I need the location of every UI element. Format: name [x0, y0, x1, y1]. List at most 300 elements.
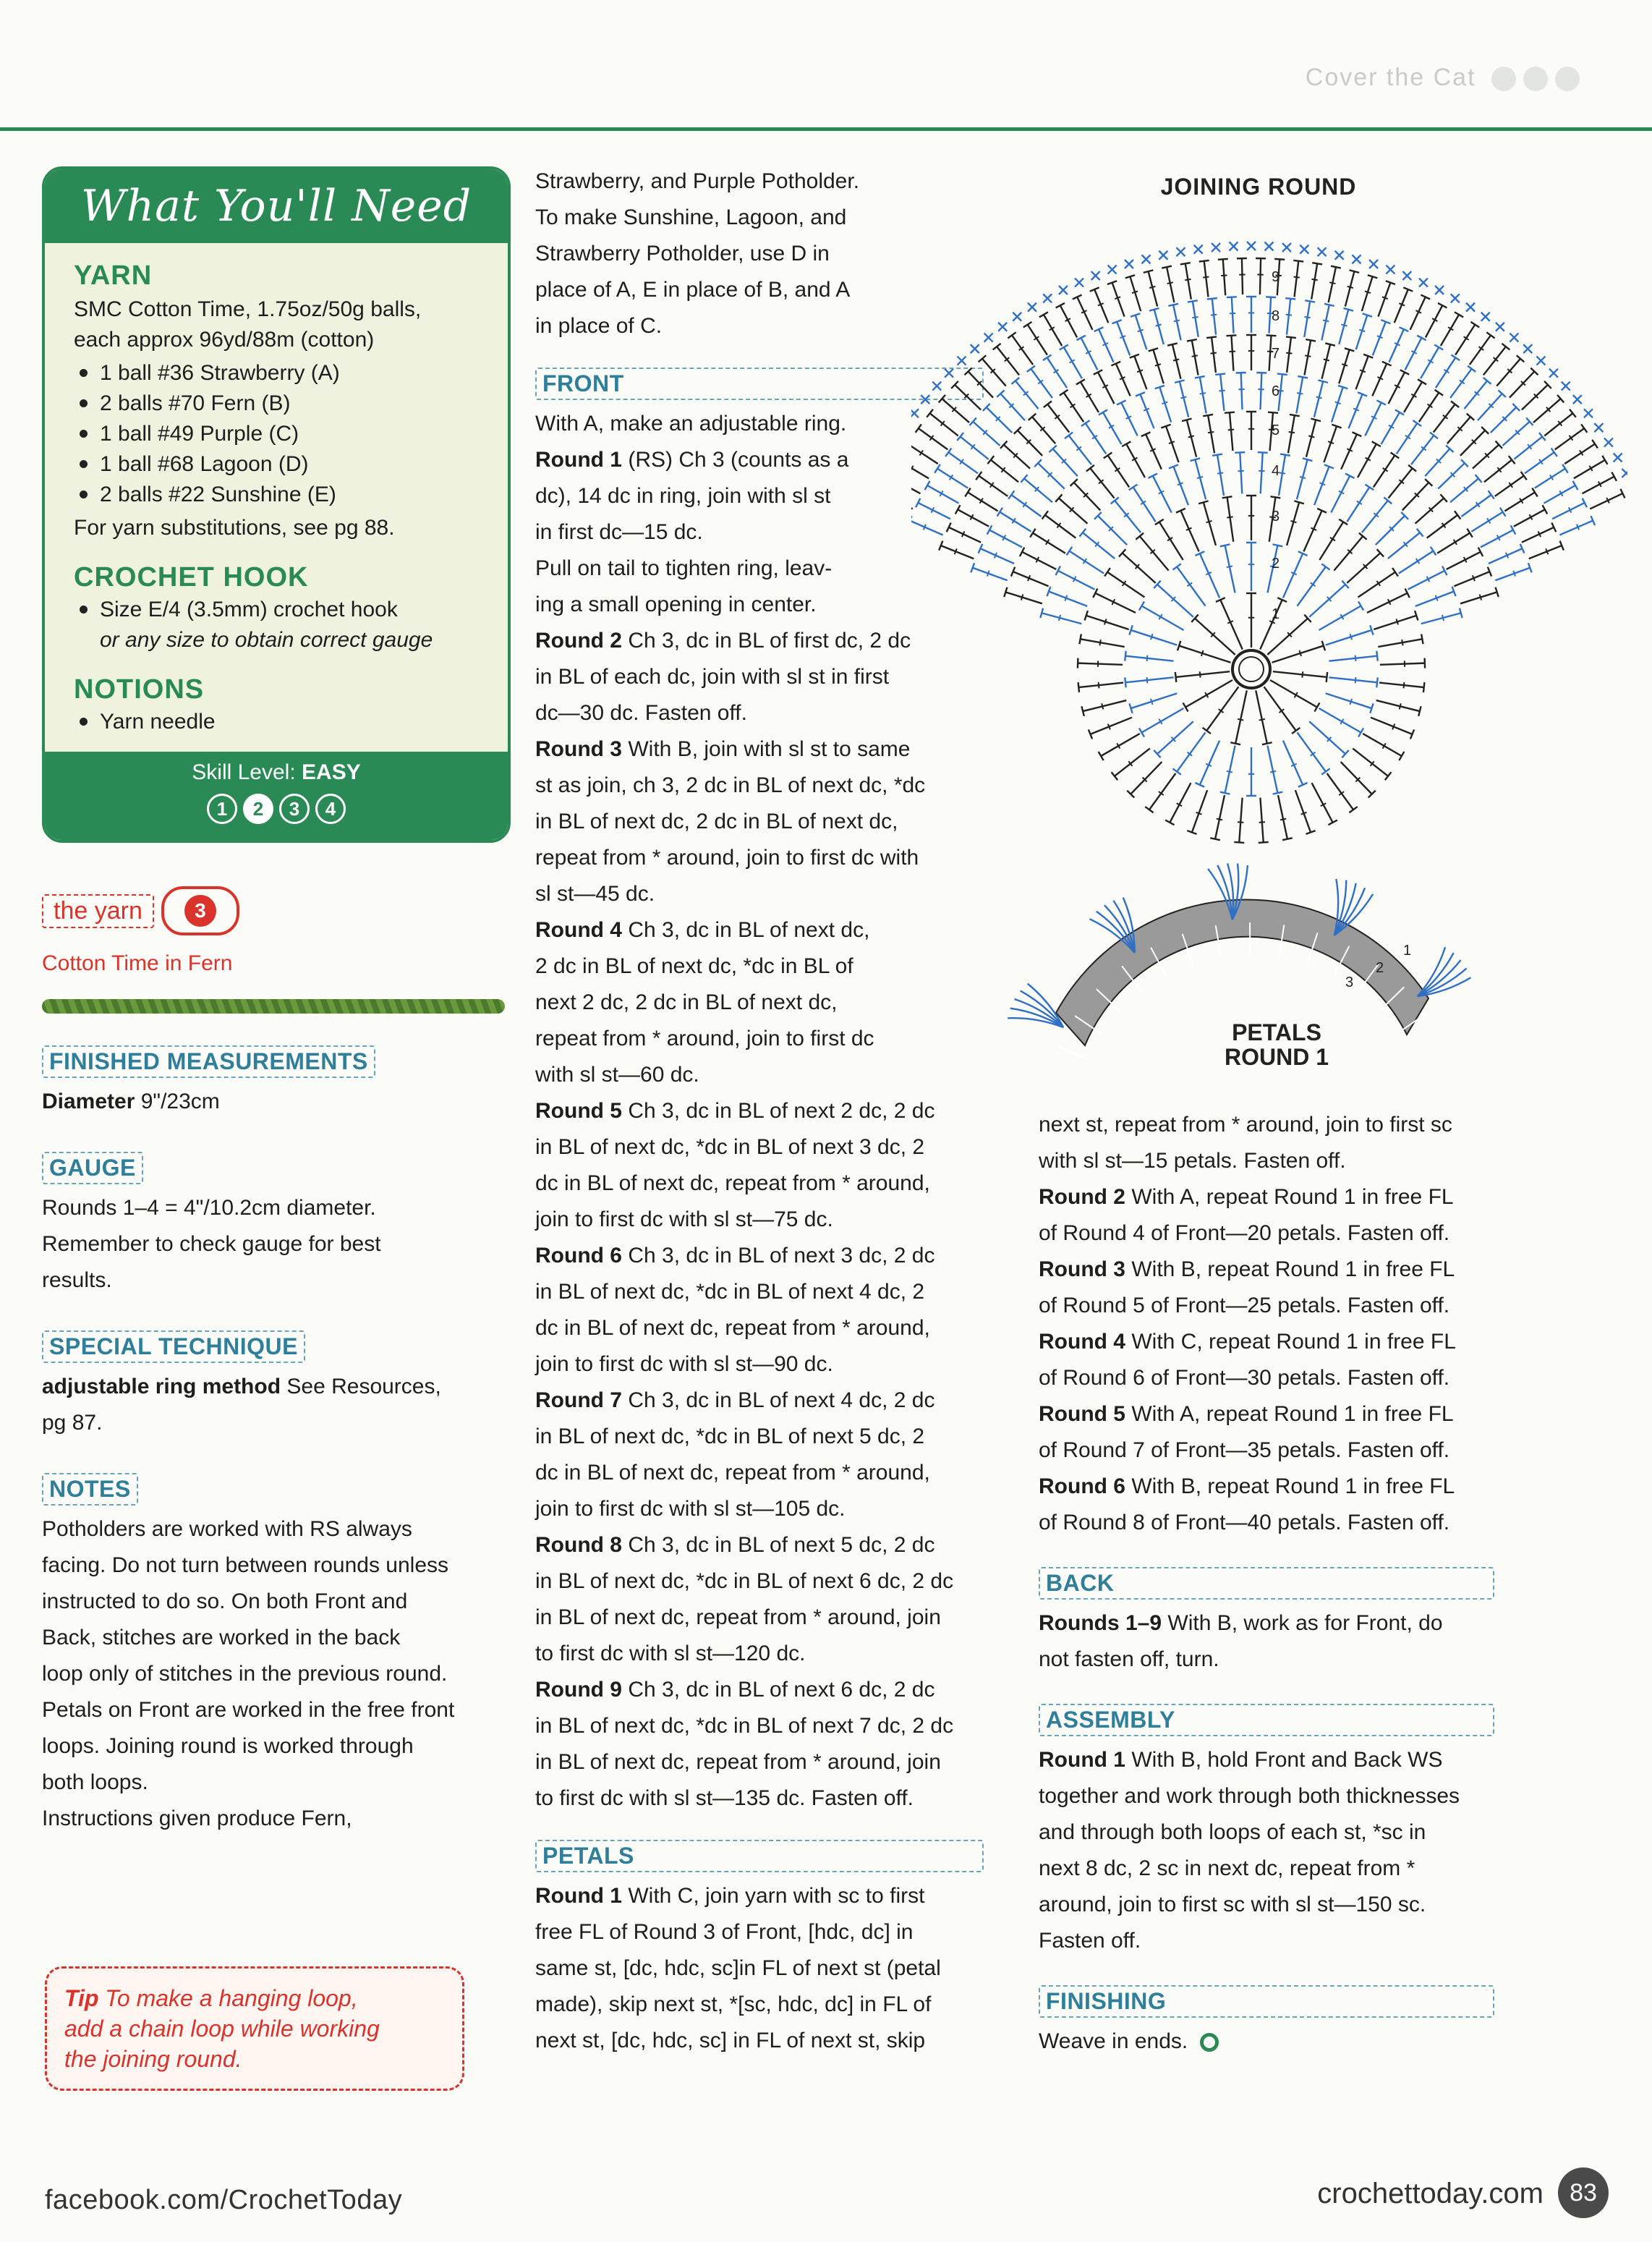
- single-crochet-x-mark: [1386, 266, 1395, 274]
- stitch-cap: [1282, 838, 1293, 840]
- yarn-item: 1 ball #36 Strawberry (A): [100, 358, 479, 388]
- round-text: join to first dc with sl st—105 dc.: [535, 1497, 846, 1521]
- stitch-bar: [1162, 402, 1167, 404]
- double-crochet-stitch: [973, 422, 1000, 446]
- stitch-cap: [1078, 682, 1079, 692]
- single-crochet-x-mark: [1622, 469, 1627, 477]
- special-technique-heading: [42, 1330, 305, 1363]
- stitch-bar: [1099, 640, 1100, 645]
- double-crochet-stitch: [1522, 385, 1548, 410]
- skill-label-text: Skill Level:: [192, 760, 296, 784]
- double-crochet-stitch: [1347, 487, 1369, 522]
- finishing-heading-text: FINISHING: [1046, 1988, 1167, 2014]
- stitch-cap: [1311, 419, 1321, 422]
- finished-heading-text: FINISHED MEASUREMENTS: [49, 1048, 368, 1074]
- double-crochet-stitch: [1173, 305, 1180, 340]
- stitch-bar: [1147, 655, 1148, 661]
- stitch-cap: [1318, 380, 1328, 382]
- double-crochet-stitch: [1450, 369, 1472, 398]
- single-crochet-x-mark: [1176, 247, 1185, 256]
- notes-line: loop only of stitches in the previous round.: [42, 1662, 448, 1686]
- double-crochet-stitch: [1388, 532, 1420, 559]
- stitch-bar: [1147, 677, 1148, 683]
- stitch-cap: [1099, 409, 1107, 415]
- stitch-bar: [1328, 441, 1334, 443]
- round-text: With A, repeat Round 1 in free FL: [1131, 1402, 1454, 1426]
- double-crochet-stitch: [1125, 656, 1174, 661]
- round-number-label: 1: [1272, 606, 1280, 622]
- stitch-bar: [1259, 822, 1265, 823]
- round-text: With B, join with sl st to same: [628, 737, 911, 761]
- double-crochet-stitch: [1267, 619, 1308, 655]
- single-crochet-x-mark: [1075, 279, 1083, 287]
- stitch-bar: [1290, 521, 1296, 522]
- stitch-bar: [1311, 279, 1317, 280]
- double-crochet-stitch: [1074, 483, 1101, 510]
- stitch-cap: [1206, 336, 1217, 338]
- stitch-cap: [1172, 768, 1180, 774]
- double-crochet-stitch: [1215, 795, 1225, 839]
- stitch-bar: [1365, 292, 1371, 293]
- round-text: st as join, ch 3, 2 dc in BL of next dc, *dc: [535, 773, 926, 797]
- stitch-cap: [1305, 300, 1315, 302]
- double-crochet-stitch: [1195, 459, 1206, 499]
- round-text: Ch 3, dc in BL of next 4 dc, 2 dc: [628, 1388, 935, 1412]
- round-text: dc), 14 dc in ring, join with sl st: [535, 484, 831, 508]
- stitch-cap: [1167, 343, 1178, 345]
- round-text: With A, repeat Round 1 in free FL: [1131, 1185, 1454, 1209]
- yarn-substitution: For yarn substitutions, see pg 88.: [74, 516, 395, 540]
- skill-circle-3: 3: [279, 794, 310, 824]
- double-crochet-stitch: [1081, 338, 1098, 370]
- double-crochet-stitch: [1133, 487, 1156, 522]
- double-crochet-stitch: [1347, 553, 1380, 582]
- double-crochet-stitch: [1185, 680, 1232, 708]
- double-crochet-stitch: [1192, 340, 1198, 375]
- crochet-chart-svg: [911, 166, 1627, 1107]
- double-crochet-stitch: [1533, 399, 1561, 423]
- double-crochet-stitch: [1326, 630, 1372, 645]
- double-crochet-stitch: [1140, 394, 1154, 428]
- stitch-bar: [1203, 277, 1209, 278]
- footer-facebook: facebook.com/CrochetToday: [45, 2185, 403, 2215]
- stitch-bar: [1137, 370, 1143, 372]
- round-text: to first dc with sl st—135 dc. Fasten off.: [535, 1786, 914, 1810]
- double-crochet-stitch: [1278, 795, 1287, 839]
- round-label: Round 6: [1039, 1474, 1125, 1498]
- stitch-bar: [1335, 402, 1341, 404]
- round-text: Ch 3, dc in BL of next 6 dc, 2 dc: [628, 1678, 935, 1702]
- stitch-cap: [1455, 312, 1463, 317]
- double-crochet-stitch: [1180, 381, 1188, 417]
- double-crochet-stitch: [1115, 749, 1150, 776]
- round-text: dc—30 dc. Fasten off.: [535, 701, 747, 725]
- double-crochet-stitch: [1239, 798, 1242, 843]
- stitch-cap: [1451, 354, 1460, 360]
- round-text: next st, [dc, hdc, sc] in FL of next st, skip: [535, 2029, 926, 2052]
- stitch-cap: [1306, 339, 1316, 341]
- double-crochet-stitch: [1031, 369, 1052, 398]
- double-crochet-stitch: [1177, 732, 1205, 771]
- stitch-cap: [1259, 842, 1269, 843]
- double-crochet-stitch: [1397, 423, 1418, 454]
- petals-round-label: [1186, 1020, 1367, 1069]
- double-crochet-stitch: [1287, 337, 1291, 373]
- double-crochet-stitch: [1380, 663, 1425, 665]
- stitch-bar: [1323, 320, 1329, 322]
- round-label: Round 1: [535, 1884, 622, 1908]
- stitch-bar: [1102, 703, 1103, 709]
- double-crochet-stitch: [1574, 460, 1605, 478]
- single-crochet-x-mark: [984, 334, 993, 342]
- stitch-bar: [1347, 286, 1353, 288]
- single-crochet-x-mark: [1481, 313, 1490, 321]
- double-crochet-stitch: [1261, 373, 1262, 409]
- double-crochet-stitch: [1411, 436, 1434, 464]
- double-crochet-stitch: [1223, 259, 1225, 295]
- double-crochet-stitch: [1217, 455, 1224, 496]
- stitch-cap: [1230, 742, 1240, 744]
- tip-box: [45, 1966, 464, 2091]
- double-crochet-stitch: [919, 428, 948, 449]
- round-text: sl st—45 dc.: [535, 882, 655, 906]
- petal-number-label: 3: [1345, 974, 1354, 990]
- hook-list: [74, 595, 479, 655]
- double-crochet-stitch: [1371, 718, 1412, 734]
- round-label: Round 2: [535, 629, 622, 653]
- stitch-cap: [1274, 259, 1285, 260]
- double-crochet-stitch: [1529, 545, 1562, 559]
- single-crochet-x-mark: [1318, 247, 1327, 256]
- stitch-cap: [1470, 322, 1479, 328]
- single-crochet-x-mark: [1282, 243, 1291, 252]
- skill-level-circles: [45, 794, 508, 824]
- stitch-cap: [1234, 842, 1244, 843]
- stitch-bar: [1115, 297, 1120, 299]
- double-crochet-stitch: [1496, 359, 1520, 386]
- double-crochet-stitch: [1312, 783, 1333, 823]
- double-crochet-stitch: [1514, 437, 1542, 459]
- double-crochet-stitch: [1022, 552, 1056, 569]
- stitch-cap: [1212, 454, 1222, 456]
- stitch-bar: [1197, 477, 1203, 478]
- double-crochet-stitch: [1353, 749, 1388, 776]
- double-crochet-stitch: [1167, 267, 1174, 302]
- double-crochet-stitch: [1319, 708, 1361, 733]
- stitch-cap: [1099, 752, 1104, 760]
- stitch-cap: [1172, 564, 1180, 569]
- stitch-cap: [1314, 702, 1319, 711]
- stitch-bar: [1297, 393, 1303, 394]
- double-crochet-stitch: [1011, 495, 1041, 517]
- double-crochet-stitch: [927, 485, 958, 504]
- stitch-bar: [1442, 615, 1444, 621]
- stitch-cap: [1392, 568, 1398, 577]
- stitch-bar: [1059, 615, 1060, 621]
- single-crochet-x-mark: [1466, 303, 1475, 312]
- double-crochet-stitch: [1555, 428, 1585, 449]
- double-crochet-stitch: [1200, 377, 1206, 413]
- tip-label: Tip: [64, 1985, 99, 2011]
- back-instructions: [1039, 1605, 1494, 1678]
- double-crochet-stitch: [1094, 289, 1108, 323]
- double-crochet-stitch: [1590, 493, 1622, 509]
- double-crochet-stitch: [1389, 329, 1403, 362]
- double-crochet-stitch: [1231, 336, 1233, 371]
- stitch-cap: [1277, 374, 1287, 375]
- round-text: Ch 3, dc in BL of first dc, 2 dc: [628, 629, 911, 653]
- yarn-item: 1 ball #49 Purple (C): [100, 419, 479, 449]
- stitch-bar: [1200, 671, 1201, 677]
- round-text: With C, repeat Round 1 in free FL: [1131, 1330, 1456, 1354]
- tip-line: the joining round.: [64, 2046, 242, 2072]
- double-crochet-stitch: [1141, 708, 1183, 733]
- round-text: Ch 3, dc in BL of next 5 dc, 2 dc: [628, 1533, 935, 1557]
- stitch-bar: [1180, 396, 1186, 398]
- double-crochet-stitch: [1483, 347, 1506, 375]
- double-crochet-stitch: [1081, 639, 1125, 647]
- assembly-instructions: [1039, 1742, 1494, 1959]
- stitch-bar: [1342, 364, 1347, 365]
- double-crochet-stitch: [1208, 415, 1214, 453]
- double-crochet-stitch: [1193, 301, 1198, 336]
- yarn-item: 1 ball #68 Lagoon (D): [100, 449, 479, 480]
- double-crochet-stitch: [979, 476, 1008, 496]
- double-crochet-stitch: [1399, 551, 1434, 574]
- double-crochet-stitch: [1314, 467, 1329, 505]
- stitch-cap: [997, 508, 1002, 517]
- stitch-cap: [1312, 263, 1322, 264]
- stitch-cap: [1203, 415, 1213, 416]
- double-crochet-stitch: [1081, 382, 1099, 412]
- double-crochet-stitch: [1240, 452, 1242, 493]
- round-text: join to first dc with sl st—90 dc.: [535, 1352, 833, 1376]
- round-text: ing a small opening in center.: [535, 593, 817, 616]
- double-crochet-stitch: [1306, 420, 1316, 457]
- yarn-caption: Cotton Time in Fern: [42, 951, 233, 975]
- double-crochet-stitch: [1583, 477, 1614, 493]
- double-crochet-stitch: [1367, 593, 1408, 613]
- double-crochet-stitch: [1544, 485, 1575, 504]
- double-crochet-stitch: [961, 437, 989, 459]
- round-text: Fasten off.: [1039, 1929, 1141, 1953]
- crochet-chart: [911, 166, 1627, 1107]
- double-crochet-stitch: [1225, 746, 1235, 794]
- double-crochet-stitch: [1484, 460, 1512, 483]
- double-crochet-stitch: [980, 548, 1014, 564]
- stitch-cap: [1175, 672, 1176, 682]
- double-crochet-stitch: [1410, 297, 1426, 330]
- hook-note: or any size to obtain correct gauge: [100, 628, 433, 652]
- single-crochet-x-mark: [1247, 242, 1256, 250]
- stitch-cap: [1273, 792, 1283, 794]
- stitch-bar: [1169, 441, 1175, 443]
- double-crochet-stitch: [911, 521, 943, 535]
- round-text: in BL of next dc, 2 dc in BL of next dc,: [535, 810, 898, 833]
- skill-level-label: [45, 760, 508, 785]
- round-text: next 2 dc, 2 dc in BL of next dc,: [535, 990, 838, 1014]
- stitch-bar: [1355, 677, 1356, 683]
- round-number-label: 6: [1272, 383, 1280, 399]
- double-crochet-stitch: [1192, 790, 1207, 832]
- yarn-tag-label: the yarn: [42, 894, 154, 928]
- double-crochet-stitch: [1552, 503, 1585, 519]
- petals-instructions: [535, 1878, 984, 2059]
- single-crochet-x-mark: [1125, 260, 1133, 268]
- double-crochet-stitch: [1304, 340, 1311, 375]
- double-crochet-stitch: [911, 444, 938, 464]
- double-crochet-stitch: [1379, 683, 1424, 687]
- round-text: With B, hold Front and Back WS: [1131, 1748, 1443, 1772]
- double-crochet-stitch: [937, 469, 968, 488]
- round-label: Round 9: [535, 1678, 622, 1702]
- stitch-cap: [1203, 728, 1211, 734]
- hook-size: Size E/4 (3.5mm) crochet hook: [100, 598, 398, 621]
- double-crochet-stitch: [1327, 773, 1353, 810]
- stitch-cap: [1155, 519, 1164, 525]
- double-crochet-stitch: [1339, 310, 1348, 344]
- double-crochet-stitch: [1314, 381, 1323, 417]
- stitch-cap: [1358, 601, 1363, 610]
- double-crochet-stitch: [1049, 591, 1087, 606]
- double-crochet-stitch: [1126, 444, 1145, 477]
- double-crochet-stitch: [918, 503, 950, 519]
- double-crochet-stitch: [1303, 511, 1321, 552]
- double-crochet-stitch: [1427, 515, 1457, 538]
- front-heading-text: FRONT: [542, 370, 624, 396]
- double-crochet-stitch: [991, 460, 1018, 483]
- stitch-cap: [1226, 335, 1236, 336]
- round-text: dc in BL of next dc, repeat from * around,: [535, 1316, 930, 1340]
- double-crochet-stitch: [1495, 476, 1524, 496]
- round-label: Round 6: [535, 1244, 622, 1268]
- stitch-cap: [1489, 491, 1494, 498]
- running-head-dots: [1484, 64, 1580, 91]
- double-crochet-stitch: [1419, 393, 1439, 423]
- stitch-cap: [1431, 547, 1436, 556]
- single-crochet-x-mark: [1212, 243, 1220, 252]
- double-crochet-stitch: [1024, 478, 1052, 502]
- stitch-bar: [1396, 619, 1398, 624]
- assembly-heading-text: ASSEMBLY: [1046, 1707, 1175, 1733]
- double-crochet-stitch: [1362, 276, 1373, 311]
- double-crochet-stitch: [1319, 522, 1343, 560]
- stitch-bar: [1299, 650, 1301, 656]
- yarn-item: 2 balls #70 Fern (B): [100, 388, 479, 419]
- double-crochet-stitch: [1502, 422, 1529, 446]
- single-crochet-x-mark: [1510, 334, 1518, 342]
- round-text: with sl st—15 petals. Fasten off.: [1039, 1149, 1346, 1173]
- round-text: in BL of next dc, repeat from * around, join: [535, 1750, 941, 1774]
- round-text: With C, join yarn with sc to first: [628, 1884, 925, 1908]
- notes-line: Petals on Front are worked in the free front: [42, 1698, 455, 1722]
- notions-item: Yarn needle: [100, 707, 479, 737]
- double-crochet-stitch: [1441, 315, 1459, 346]
- double-crochet-stitch: [1270, 680, 1317, 708]
- yarn-line-2: each approx 96yd/88m (cotton): [74, 328, 375, 352]
- stitch-cap: [1067, 547, 1073, 556]
- double-crochet-stitch: [1090, 718, 1131, 734]
- stitch-cap: [1235, 452, 1245, 453]
- petals-label-line: PETALS: [1232, 1019, 1321, 1045]
- stitch-cap: [1220, 792, 1230, 794]
- double-crochet-stitch: [1200, 741, 1219, 785]
- stitch-cap: [916, 424, 921, 432]
- single-crochet-x-mark: [998, 323, 1007, 331]
- diameter-label: Diameter: [42, 1090, 135, 1113]
- stitch-bar: [1238, 822, 1243, 823]
- double-crochet-stitch: [1101, 734, 1140, 756]
- stitch-bar: [1294, 277, 1300, 278]
- stitch-bar: [1192, 317, 1198, 318]
- double-crochet-stitch: [1212, 299, 1216, 335]
- double-crochet-stitch: [1172, 344, 1181, 379]
- stitch-cap: [1008, 491, 1014, 498]
- double-crochet-stitch: [1108, 455, 1130, 487]
- double-crochet-stitch: [911, 477, 920, 493]
- double-crochet-stitch: [942, 399, 969, 423]
- stitch-bar: [1319, 483, 1325, 485]
- double-crochet-stitch: [1473, 445, 1499, 469]
- running-head: [1306, 64, 1580, 92]
- double-crochet-stitch: [1060, 305, 1077, 337]
- double-crochet-stitch: [1136, 315, 1147, 350]
- double-crochet-stitch: [1090, 468, 1114, 498]
- round-text: in BL of next dc, *dc in BL of next 4 dc, 2: [535, 1280, 925, 1304]
- stitch-bar: [1021, 595, 1023, 600]
- stitch-cap: [1467, 529, 1472, 538]
- double-crochet-stitch: [1319, 606, 1361, 631]
- round-text: and through both loops of each st, *sc in: [1039, 1820, 1426, 1844]
- stitch-bar: [1211, 353, 1217, 354]
- single-crochet-x-mark: [1194, 245, 1203, 254]
- double-crochet-stitch: [930, 413, 958, 436]
- double-crochet-stitch: [1038, 463, 1065, 488]
- footer-website: crochettoday.com: [1317, 2178, 1544, 2209]
- petal-base-stitch: [1058, 1045, 1088, 1059]
- stitch-bar: [1403, 682, 1404, 688]
- round-text: of Round 4 of Front—20 petals. Fasten off.: [1039, 1221, 1450, 1245]
- double-crochet-stitch: [1227, 497, 1234, 541]
- double-crochet-stitch: [1434, 404, 1455, 433]
- double-crochet-stitch: [1264, 687, 1296, 731]
- stitch-cap: [1144, 270, 1154, 273]
- intro-line: To make Sunshine, Lagoon, and: [535, 205, 847, 229]
- double-crochet-stitch: [1381, 412, 1400, 444]
- double-crochet-stitch: [1260, 258, 1261, 294]
- stitch-cap: [1350, 270, 1360, 273]
- double-crochet-stitch: [1149, 773, 1175, 810]
- round-label: Round 3: [1039, 1257, 1125, 1281]
- stitch-cap: [1220, 544, 1230, 546]
- column-left: [42, 166, 509, 1837]
- double-crochet-stitch: [948, 452, 978, 473]
- double-crochet-stitch: [1402, 483, 1429, 510]
- double-crochet-stitch: [1153, 476, 1172, 513]
- notes-heading-text: NOTES: [49, 1476, 131, 1502]
- petals-heading: [535, 1840, 984, 1872]
- double-crochet-stitch: [1334, 536, 1363, 570]
- stitch-bar: [1200, 393, 1206, 394]
- stitch-cap: [1222, 496, 1232, 498]
- single-crochet-x-mark: [1264, 242, 1273, 251]
- hook-heading: CROCHET HOOK: [74, 562, 309, 593]
- stitch-bar: [1400, 703, 1401, 709]
- double-crochet-stitch: [1159, 522, 1183, 560]
- stitch-cap: [1215, 374, 1225, 375]
- special-rest: pg 87.: [42, 1411, 103, 1435]
- tip-line: add a chain loop while working: [64, 2016, 380, 2042]
